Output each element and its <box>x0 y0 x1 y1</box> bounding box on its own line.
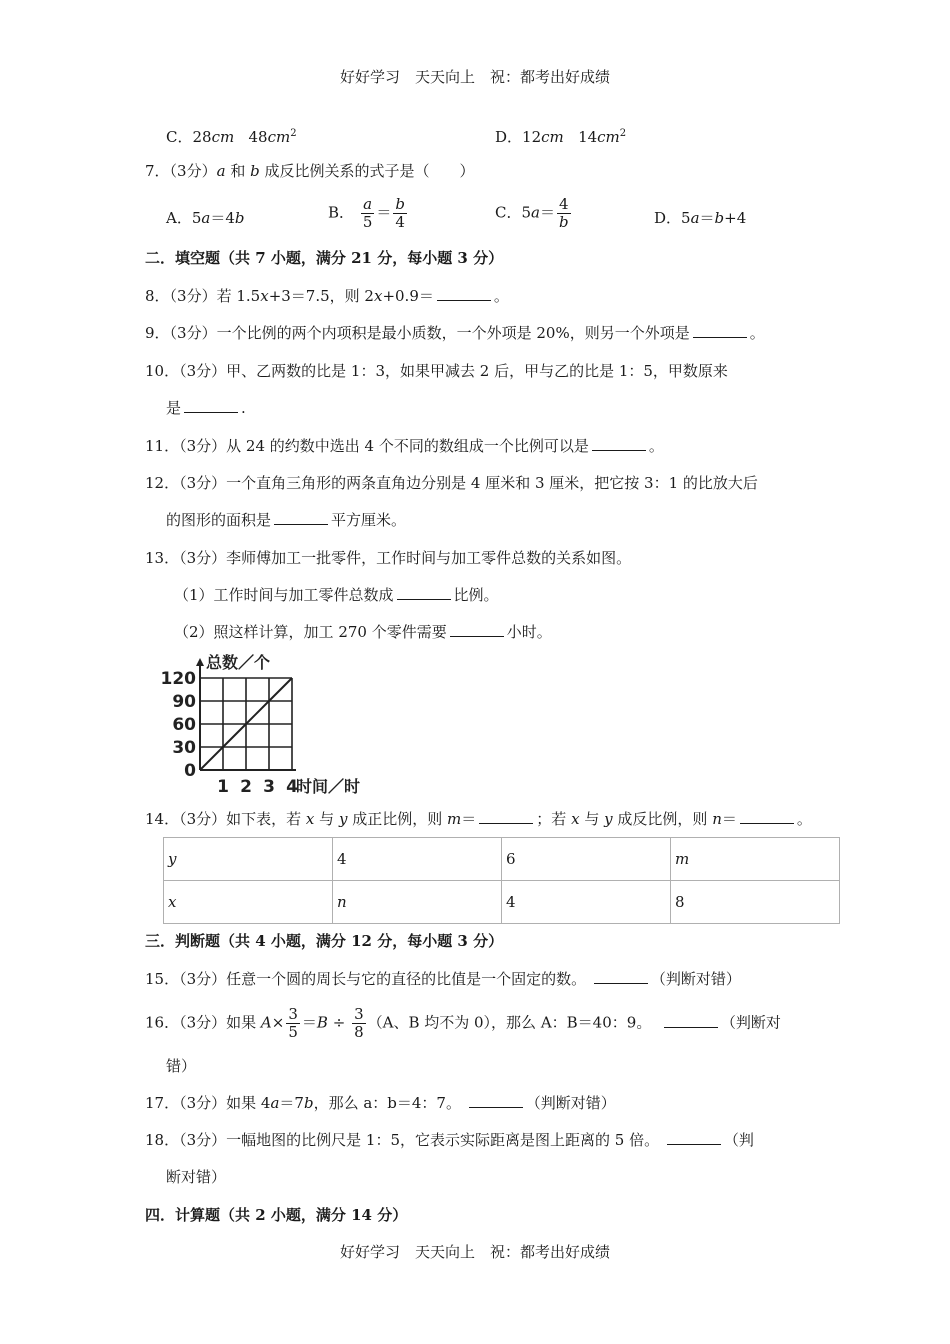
superscript: 2 <box>619 128 627 139</box>
text: 的图形的面积是 <box>166 511 272 529</box>
text: ＝4 <box>210 209 235 227</box>
q7-option-d <box>654 208 746 228</box>
option-label: B． <box>328 203 355 222</box>
text: ；若 <box>536 810 567 828</box>
numerator: 3 <box>354 1005 364 1023</box>
text: （A、B 均不为 0），那么 A：B＝40：9。 <box>367 1013 652 1032</box>
text: 成反比例关系的式子是（ ） <box>259 162 475 180</box>
table-cell <box>333 838 502 881</box>
x-tick-label: 1 <box>217 777 229 797</box>
option-label: D． <box>495 128 523 146</box>
text: ＝7 <box>279 1094 304 1112</box>
text: （判断对错） <box>525 1094 616 1112</box>
text: （2）照这样计算，加工 270 个零件需要 <box>174 623 447 641</box>
var: y <box>338 810 348 828</box>
text: 。 <box>493 287 509 305</box>
unit: cm <box>267 128 291 146</box>
answer-blank[interactable] <box>664 1013 718 1028</box>
var: x <box>571 810 580 828</box>
denominator: 4 <box>395 213 405 231</box>
y-tick-label: 30 <box>172 738 196 758</box>
unit: cm <box>541 128 564 146</box>
text: 是 <box>166 399 182 417</box>
text: 8．（3分）若 1.5 <box>145 287 261 305</box>
value: 48 <box>248 128 268 146</box>
q13-sub2 <box>174 622 552 642</box>
denominator: 8 <box>354 1023 364 1041</box>
y-axis-label: 总数／个 <box>206 653 271 672</box>
text: +4 <box>724 209 747 227</box>
q9 <box>145 323 765 343</box>
cell-text: n <box>337 893 347 911</box>
q6-option-c <box>166 124 297 147</box>
text: ＝ <box>301 1013 317 1032</box>
cell-text: 8 <box>675 893 685 911</box>
q15 <box>145 969 741 989</box>
text: 18．（3分）一幅地图的比例尺是 1：5，它表示实际距离是图上距离的 5 倍。 <box>145 1131 660 1149</box>
denominator: 5 <box>288 1023 298 1041</box>
option-label: D． <box>654 209 682 227</box>
q6-option-d <box>495 124 626 147</box>
numerator: 4 <box>559 195 569 213</box>
numerator: a <box>363 195 373 213</box>
x-tick-label: 4 <box>286 777 298 797</box>
fraction <box>286 1006 300 1041</box>
denominator: 5 <box>362 213 373 231</box>
q18-line1 <box>145 1130 754 1150</box>
text: ＝ <box>699 209 715 227</box>
q7-question <box>145 161 474 181</box>
page-header: 好好学习 天天向上 祝：都考出好成绩 <box>339 68 610 86</box>
text: 平方厘米。 <box>331 511 407 529</box>
table-cell <box>164 838 333 881</box>
text: 成反比例，则 <box>617 810 708 828</box>
q13-question: 13．（3分）李师傅加工一批零件，工作时间与加工零件总数的关系如图。 <box>145 549 632 567</box>
text: +0.9＝ <box>382 287 434 305</box>
q16-line1 <box>145 1006 781 1041</box>
var: a <box>690 209 700 227</box>
work-time-chart <box>155 650 395 800</box>
table-cell <box>671 838 840 881</box>
text: × <box>271 1013 285 1032</box>
table-row <box>164 838 840 881</box>
q7-option-a <box>166 208 245 228</box>
text: 小时。 <box>506 623 552 641</box>
text: 14．（3分）如下表，若 <box>145 810 302 828</box>
text: 11．（3分）从 24 的约数中选出 4 个不同的数组成一个比例可以是 <box>145 437 589 455</box>
x-tick-label: 2 <box>240 777 252 797</box>
text: 比例。 <box>453 586 499 604</box>
var: b <box>250 162 260 180</box>
denominator: b <box>559 213 569 231</box>
value: 12 <box>522 128 542 146</box>
y-tick-label: 120 <box>160 669 196 689</box>
answer-blank[interactable] <box>479 809 533 824</box>
q7-option-c <box>495 196 573 231</box>
text: （判断对 <box>720 1013 781 1032</box>
text: 15．（3分）任意一个圆的周长与它的直径的比值是一个固定的数。 <box>145 970 587 988</box>
text: ＝ <box>461 810 477 828</box>
text: 与 <box>319 810 335 828</box>
text: +3＝7.5，则 2 <box>268 287 374 305</box>
fraction <box>557 196 571 231</box>
cell-text: 4 <box>337 850 347 868</box>
var: a <box>531 203 540 222</box>
y-axis-arrow <box>196 658 204 666</box>
numerator: b <box>395 195 405 213</box>
answer-blank[interactable] <box>450 622 504 637</box>
var: y <box>604 810 613 828</box>
q13-sub1 <box>174 585 499 605</box>
y-tick-label: 90 <box>172 692 196 712</box>
table-cell <box>502 838 671 881</box>
q8 <box>145 286 509 306</box>
var: b <box>303 1094 314 1112</box>
option-label: C． <box>166 128 193 146</box>
var: b <box>234 209 245 227</box>
table-row <box>164 881 840 924</box>
text: 17．（3分）如果 4 <box>145 1094 271 1112</box>
text: （1）工作时间与加工零件总数成 <box>174 586 394 604</box>
section-4-title: 四．计算题（共 2 小题，满分 14 分） <box>145 1206 408 1224</box>
answer-blank[interactable] <box>397 585 451 600</box>
numerator: 3 <box>288 1005 298 1023</box>
text: 5 <box>681 209 691 227</box>
var: x <box>305 810 315 828</box>
superscript: 2 <box>290 128 297 139</box>
value: 28 <box>192 128 212 146</box>
text: 成正比例，则 <box>352 810 443 828</box>
unit: cm <box>211 128 235 146</box>
fraction <box>393 196 407 231</box>
var: b <box>714 209 725 227</box>
q7-option-b <box>328 196 409 231</box>
answer-blank[interactable] <box>667 1130 721 1145</box>
var: a <box>216 162 226 180</box>
var: x <box>260 287 269 305</box>
text: 5 <box>191 209 202 227</box>
text: ＝ <box>376 203 392 222</box>
cell-text: 4 <box>506 893 516 911</box>
x-axis-label: 时间／时 <box>296 777 361 796</box>
text: 。 <box>796 810 812 828</box>
text: ＝ <box>721 810 737 828</box>
fraction <box>361 196 375 231</box>
cell-text: y <box>168 850 177 868</box>
cell-text: 6 <box>506 850 516 868</box>
var: n <box>712 810 722 828</box>
page-footer: 好好学习 天天向上 祝：都考出好成绩 <box>339 1243 610 1261</box>
table-cell <box>333 881 502 924</box>
text: 与 <box>584 810 600 828</box>
text: （判断对错） <box>650 970 741 988</box>
q17 <box>145 1093 616 1113</box>
answer-blank[interactable] <box>594 969 648 984</box>
q14-table <box>163 837 840 924</box>
var: A <box>260 1013 272 1032</box>
value: 14 <box>578 128 598 146</box>
answer-blank[interactable] <box>693 323 747 338</box>
cell-text: m <box>675 850 690 868</box>
q-prefix: 7．（3分） <box>145 162 217 180</box>
text: 9．（3分）一个比例的两个内项积是最小质数，一个外项是 20%，则另一个外项是 <box>145 324 690 342</box>
y-tick-label: 60 <box>172 715 196 735</box>
text: 和 <box>225 162 251 180</box>
option-label: A． <box>166 209 192 227</box>
q18-line2: 断对错） <box>166 1168 227 1186</box>
q11 <box>145 436 664 456</box>
y-tick-label: 0 <box>184 761 196 781</box>
var: x <box>373 287 383 305</box>
q16-line2: 错） <box>166 1057 197 1075</box>
answer-blank[interactable] <box>740 809 794 824</box>
text: ，那么 a：b＝4：7。 <box>313 1094 461 1112</box>
text: 。 <box>749 324 765 342</box>
q14 <box>145 809 812 829</box>
text: 16．（3分）如果 <box>145 1013 257 1032</box>
answer-blank[interactable] <box>184 398 238 413</box>
answer-blank[interactable] <box>437 286 491 301</box>
text: 。 <box>648 437 664 455</box>
option-label: C． <box>495 203 522 222</box>
text: 5 <box>521 203 532 222</box>
unit: cm <box>597 128 620 146</box>
q12-line1: 12．（3分）一个直角三角形的两条直角边分别是 4 厘米和 3 厘米，把它按 3：1 的比放大后 <box>145 474 758 492</box>
table-cell <box>502 881 671 924</box>
text: . <box>241 399 246 417</box>
cell-text: x <box>168 893 177 911</box>
var: a <box>270 1094 280 1112</box>
x-tick-label: 3 <box>263 777 275 797</box>
table-cell <box>164 881 333 924</box>
answer-blank[interactable] <box>469 1093 523 1108</box>
answer-blank[interactable] <box>274 510 328 525</box>
fraction <box>352 1006 366 1041</box>
section-3-title: 三．判断题（共 4 小题，满分 12 分，每小题 3 分） <box>145 932 504 950</box>
q10-line2 <box>166 398 246 418</box>
var: a <box>201 209 211 227</box>
answer-blank[interactable] <box>592 436 646 451</box>
text: （判 <box>723 1131 754 1149</box>
q10-line1: 10．（3分）甲、乙两数的比是 1：3，如果甲减去 2 后，甲与乙的比是 1：5，甲数原来 <box>145 362 728 380</box>
var: m <box>447 810 462 828</box>
q12-line2 <box>166 510 406 530</box>
text: ＝ <box>539 203 555 222</box>
table-cell <box>671 881 840 924</box>
section-2-title: 二．填空题（共 7 小题，满分 21 分，每小题 3 分） <box>145 249 504 267</box>
var: B <box>316 1013 328 1032</box>
text: ÷ <box>332 1013 346 1032</box>
